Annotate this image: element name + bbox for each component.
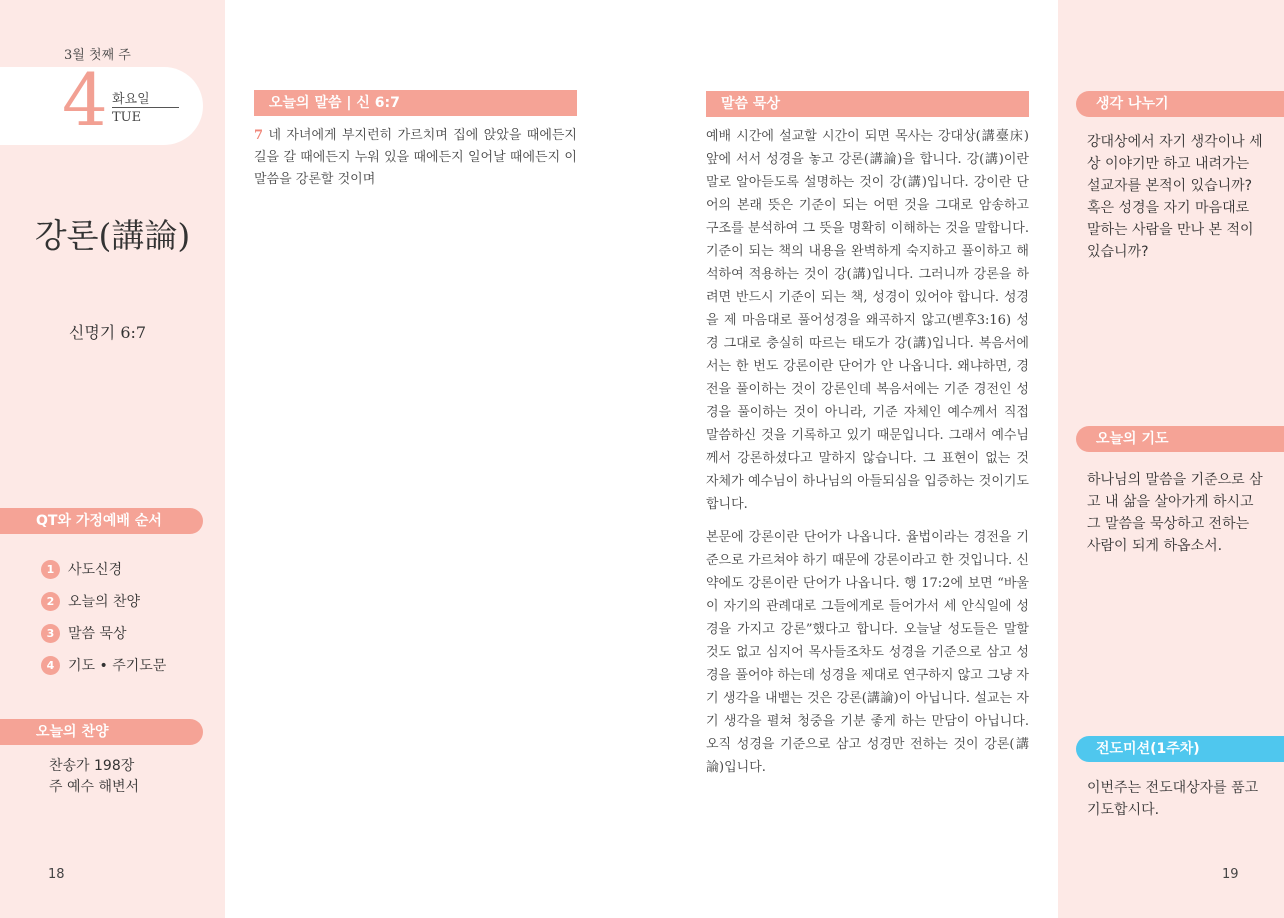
list-item xyxy=(41,617,166,649)
list-item xyxy=(41,585,166,617)
day-english: TUE xyxy=(112,110,142,125)
page-number-left: 18 xyxy=(48,867,65,882)
prayer-text: 하나님의 말씀을 기준으로 삼고 내 삶을 살아가게 하시고 그 말씀을 묵상하고 전하는 사람이 되게 하옵소서. xyxy=(1087,472,1263,554)
word-heading: 오늘의 말씀 | 신 6:7 xyxy=(254,90,577,116)
meditation-paragraph: 예배 시간에 설교할 시간이 되면 목사는 강대상(講臺床) 앞에 서서 성경을 놓고 강론(講論)을 합니다. 강(講)이란 말로 알아듣도록 설명하는 것이 강(講)입니다. 강이란 단어의 본래 뜻은 기준이 되는 어떤 것을 그대로 암송하고 구조를 분석하여 그 뜻을 명확히 이해하는 것을 말합니다. 기준이 되는 책의 내용을 완벽하게 숙지하고 풀이하고 해석하여 적용하는 것이 강(講)입니다. 그러니까 강론을 하려면 반드시 기준이 되는 책, 성경이 있어야 합니다. 성경을 제 마음대로 풀어성경을 왜곡하지 않고(벧후3:16) 성경 그대로 충실히 따르는 태도가 강(講)입니다. 복음서에서는 한 번도 강론이란 단어가 안 나옵니다. 왜냐하면, 경전을 풀이하는 것이 강론인데 복음서에는 기준 경전인 성경을 풀이하는 것이 아니라, 기준 자체인 예수께서 직접 말씀하신 것을 기록하고 있기 때문입니다. 그래서 예수님께서 강론하셨다고 말하지 않습니다. 그 표현이 없는 것 자체가 예수님이 하나님의 아들되심을 입증하는 것이기도 합니다. xyxy=(706,129,1029,512)
verse-number: 7 xyxy=(254,128,264,143)
meditation-body xyxy=(706,125,1029,789)
order-list xyxy=(41,553,166,681)
mission-text: 이번주는 전도대상자를 품고 기도합시다. xyxy=(1087,780,1259,818)
list-item xyxy=(41,649,166,681)
list-item-label: 오늘의 찬양 xyxy=(68,594,141,610)
week-label: 3월 첫째 주 xyxy=(64,48,131,63)
meditation-heading: 말씀 묵상 xyxy=(706,91,1029,117)
date-number: 4 xyxy=(62,58,108,142)
meditation-paragraph: 본문에 강론이란 단어가 나옵니다. 율법이라는 경전을 기준으로 가르쳐야 하기 때문에 강론이라고 한 것입니다. 신약에도 강론이란 단어가 나옵니다. 행 17:2에 보면 “바울이 자기의 관례대로 그들에게로 들어가서 세 안식일에 성경을 가지고 강론”했다고 합니다. 오늘날 성도들은 말할 것도 없고 심지어 목사들조차도 성경을 기준으로 삼고 성경을 풀어야 하는데 성경을 제대로 연구하지 않고 그냥 자기 생각을 내뱉는 것은 강론(講論)이 아닙니다. 설교는 자기 생각을 펼쳐 청중을 기분 좋게 하는 만담이 아닙니다. 오직 성경을 기준으로 삼고 성경만 전하는 것이 강론(講論)입니다. xyxy=(706,530,1029,775)
list-item-label: 기도 • 주기도문 xyxy=(68,658,167,674)
order-heading: QT와 가정예배 순서 xyxy=(0,508,203,534)
day-divider xyxy=(112,107,179,108)
number-badge: 2 xyxy=(41,592,60,611)
share-text: 강대상에서 자기 생각이나 세상 이야기만 하고 내려가는 설교자를 본적이 있습니까? 혹은 성경을 자기 마음대로 말하는 사람을 만나 본 적이 있습니까? xyxy=(1087,134,1263,260)
mission-heading: 전도미션(1주차) xyxy=(1076,736,1284,762)
verse-text: 네 자녀에게 부지런히 가르치며 집에 앉았을 때에든지 길을 갈 때에든지 누워 있을 때에든지 일어날 때에든지 이 말씀을 강론할 것이며 xyxy=(254,128,577,187)
page-number-right: 19 xyxy=(1222,867,1239,882)
prayer-heading: 오늘의 기도 xyxy=(1076,426,1284,452)
number-badge: 4 xyxy=(41,656,60,675)
list-item-label: 사도신경 xyxy=(68,562,123,578)
share-heading: 생각 나누기 xyxy=(1076,91,1284,117)
hymn-info xyxy=(49,756,139,798)
number-badge: 3 xyxy=(41,624,60,643)
number-badge: 1 xyxy=(41,560,60,579)
hymn-heading: 오늘의 찬양 xyxy=(0,719,203,745)
list-item xyxy=(41,553,166,585)
scripture-reference: 신명기 6:7 xyxy=(68,323,147,342)
verse-text-block xyxy=(254,125,577,191)
list-item-label: 말씀 묵상 xyxy=(68,626,127,642)
day-korean: 화요일 xyxy=(112,92,150,107)
hymn-number: 찬송가 198장 xyxy=(49,758,135,774)
hymn-name: 주 예수 해변서 xyxy=(49,779,140,795)
topic-title: 강론(講論) xyxy=(34,216,191,255)
